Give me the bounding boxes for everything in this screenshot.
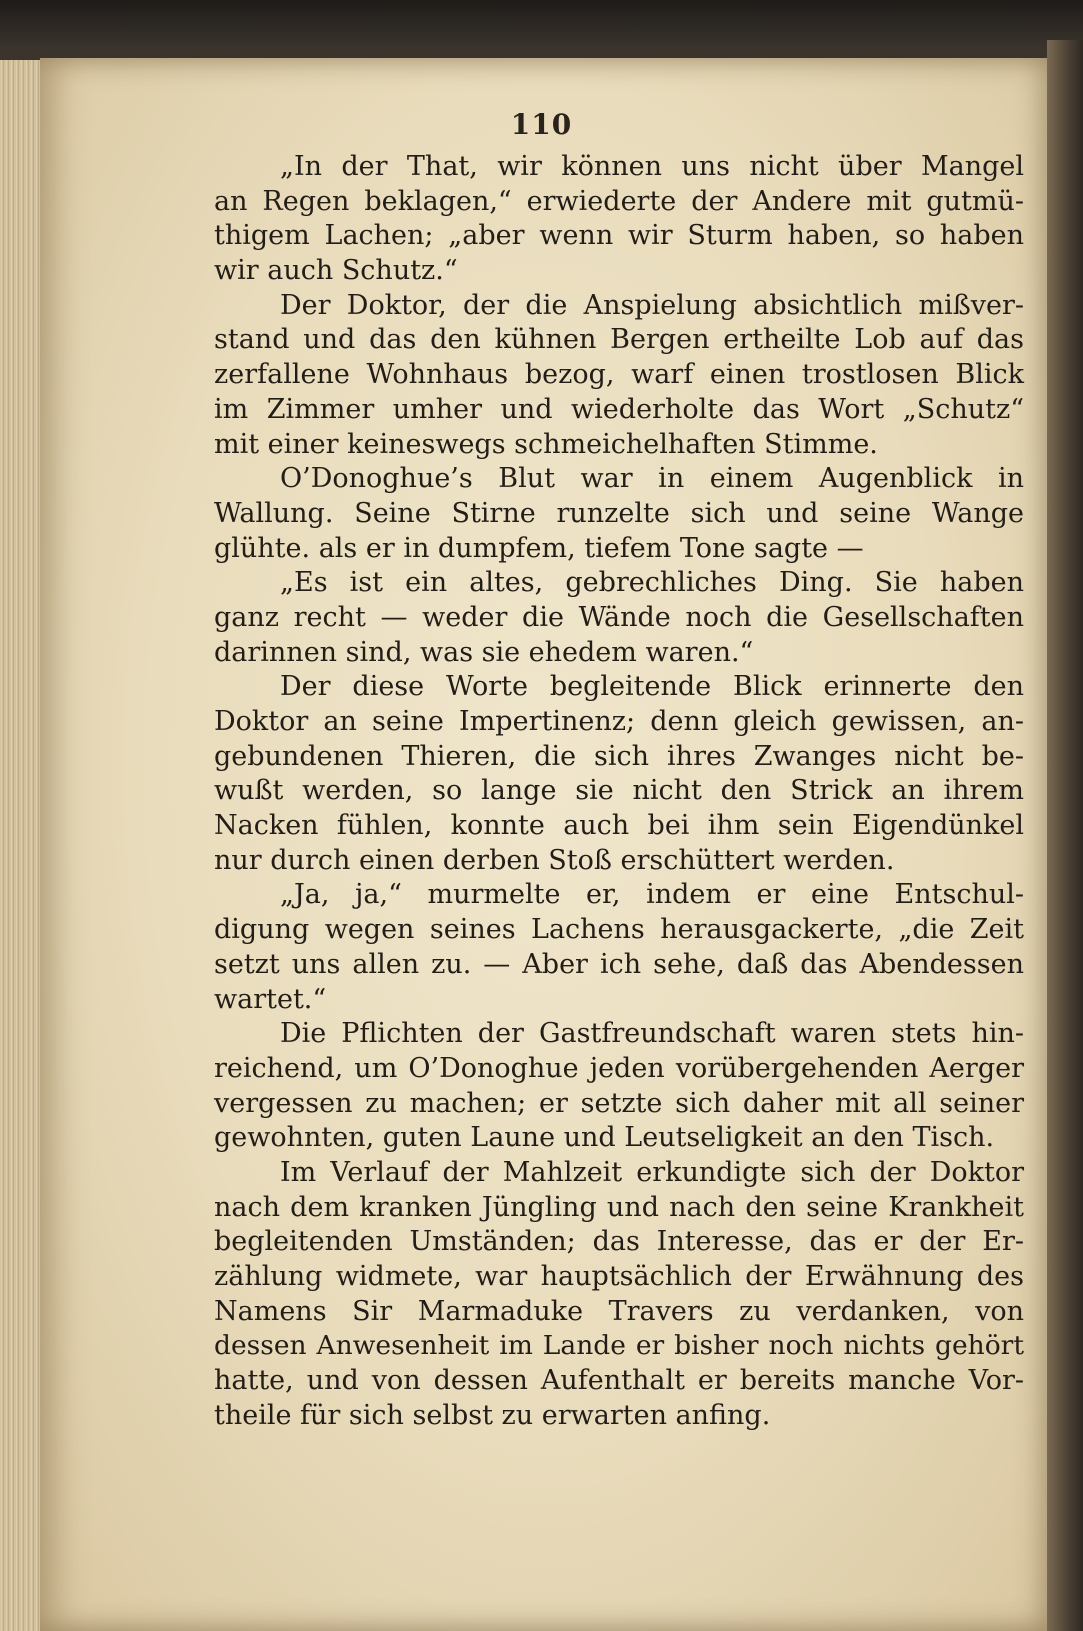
text-line: vergessen zu machen; er setzte sich daher mit all seiner (214, 1087, 1024, 1119)
text-line: nach dem kranken Jüngling und nach den seine Krankheit (214, 1191, 1024, 1223)
text-line: Die Pflichten der Gastfreundschaft waren stets hin- (280, 1018, 1024, 1050)
text-line: stand und das den kühnen Bergen ertheilte Lob auf das (214, 324, 1024, 356)
text-line: nur durch einen derben Stoß erschüttert werden. (214, 844, 895, 876)
text-line: gebundenen Thieren, die sich ihres Zwanges nicht be- (214, 740, 1024, 772)
text-line: digung wegen seines Lachens herausgackerte, „die Zeit (214, 914, 1024, 946)
text-line: Namens Sir Marmaduke Travers zu verdanken, von (214, 1295, 1024, 1327)
text-line: setzt uns allen zu. — Aber ich sehe, daß das Abendessen (214, 948, 1024, 980)
text-line: „Es ist ein altes, gebrechliches Ding. Sie haben (280, 567, 1024, 599)
text-line: glühte. als er in dumpfem, tiefem Tone sagte — (214, 532, 864, 564)
text-line: wartet.“ (214, 983, 327, 1015)
text-line: „In der That, wir können uns nicht über Mangel (280, 151, 1024, 182)
text-line: thigem Lachen; „aber wenn wir Sturm haben, so haben (214, 220, 1024, 252)
body-text (214, 150, 1024, 1433)
text-line: Nacken fühlen, konnte auch bei ihm sein Eigendünkel (214, 810, 1024, 842)
book-cover-edge (1047, 40, 1083, 1631)
text-line: wußt werden, so lange sie nicht den Strick an ihrem (214, 775, 1024, 807)
text-line: gewohnten, guten Laune und Leutseligkeit an den Tisch. (214, 1122, 995, 1154)
text-line: ganz recht — weder die Wände noch die Gesellschaften (214, 601, 1024, 633)
text-line: darinnen sind, was sie ehedem waren.“ (214, 636, 754, 668)
text-line: Im Verlauf der Mahlzeit erkundigte sich der Doktor (280, 1156, 1024, 1188)
text-line: hatte, und von dessen Aufenthalt er bereits manche Vor- (214, 1365, 1024, 1397)
text-line: „Ja, ja,“ murmelte er, indem er eine Entschul- (280, 879, 1024, 911)
text-line: Der Doktor, der die Anspielung absichtlich mißver- (280, 289, 1024, 321)
text-line: zerfallene Wohnhaus bezog, warf einen trostlosen Blick (214, 359, 1024, 391)
text-line: zählung widmete, war hauptsächlich der Erwähnung des (214, 1261, 1024, 1292)
text-line: Wallung. Seine Stirne runzelte sich und seine Wange (214, 497, 1024, 529)
text-line: an Regen beklagen,“ erwiederte der Andere mit gutmü- (214, 185, 1024, 217)
text-line: begleitenden Umständen; das Interesse, das er der Er- (214, 1226, 1024, 1258)
text-line: theile für sich selbst zu erwarten anfing. (214, 1399, 771, 1431)
page-number: 110 (510, 108, 573, 141)
text-line: mit einer keineswegs schmeichelhaften Stimme. (214, 428, 878, 460)
text-line: wir auch Schutz.“ (214, 255, 458, 287)
text-line: Doktor an seine Impertinenz; denn gleich gewissen, an- (214, 706, 1024, 737)
text-line: reichend, um O’Donoghue jeden vorübergehenden Aerger (214, 1052, 1024, 1084)
text-line: Der diese Worte begleitende Blick erinnerte den (280, 671, 1024, 703)
text-line: dessen Anwesenheit im Lande er bisher noch nichts gehört (214, 1330, 1024, 1362)
text-line: im Zimmer umher und wiederholte das Wort „Schutz“ (214, 393, 1024, 425)
text-line: O’Donoghue’s Blut war in einem Augenblick in (280, 463, 1024, 495)
